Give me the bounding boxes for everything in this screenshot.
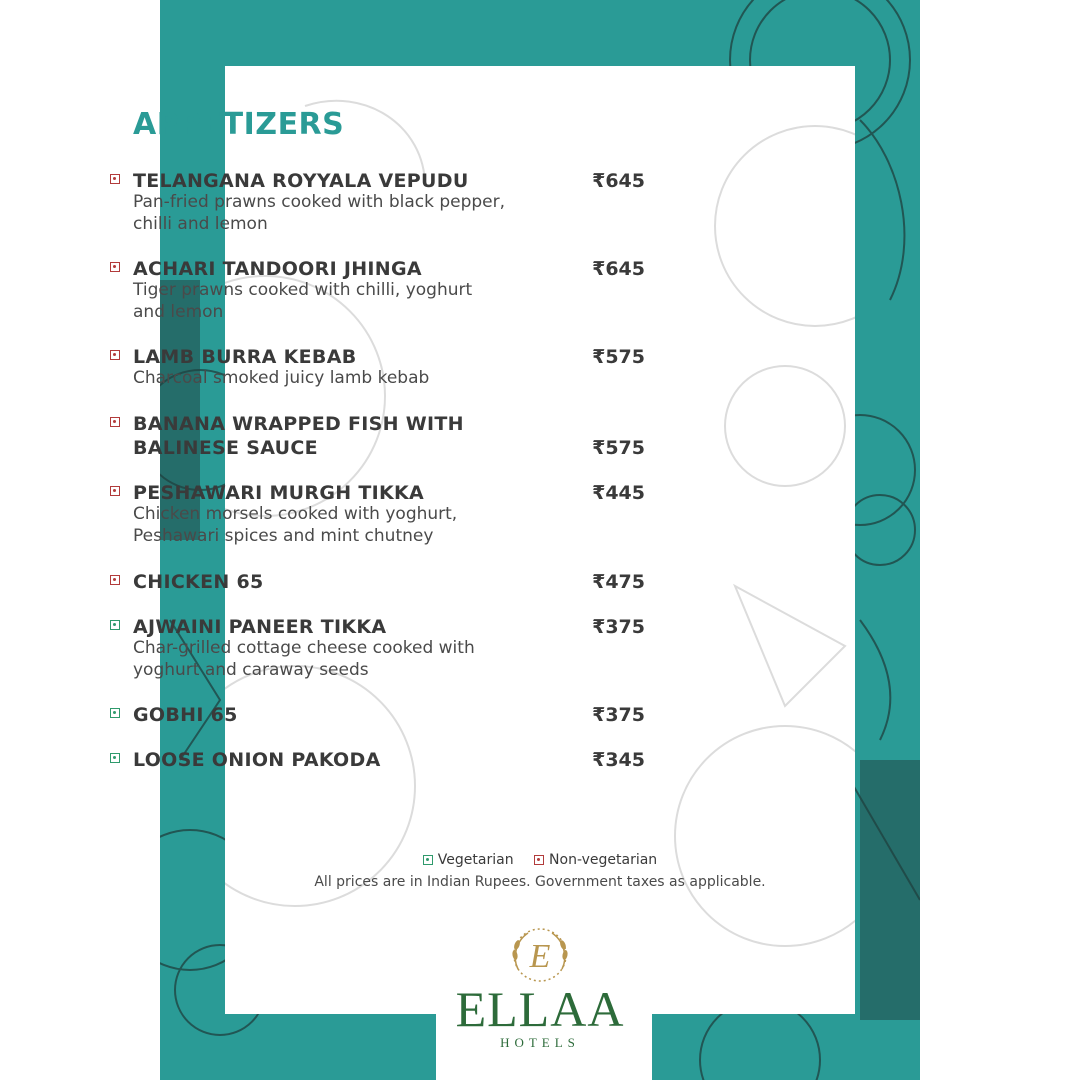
diet-legend xyxy=(0,852,1080,869)
non-veg-marker-icon xyxy=(110,262,120,272)
hotel-logo xyxy=(440,925,640,1055)
item-price: ₹645 xyxy=(592,170,645,192)
item-description: Chicken morsels cooked with yoghurt, xyxy=(133,504,458,524)
non-veg-marker-icon xyxy=(110,350,120,360)
non-veg-marker-icon xyxy=(110,174,120,184)
item-name: LOOSE ONION PAKODA xyxy=(133,749,381,771)
item-description: chilli and lemon xyxy=(133,214,268,234)
item-description: Charcoal smoked juicy lamb kebab xyxy=(133,368,430,388)
legend-vegetarian xyxy=(423,852,514,868)
section-heading: APPETIZERS xyxy=(133,107,345,142)
veg-marker-icon xyxy=(423,855,433,865)
item-description: Char-grilled cottage cheese cooked with xyxy=(133,638,475,658)
item-description: Tiger prawns cooked with chilli, yoghurt xyxy=(133,280,473,300)
item-price: ₹575 xyxy=(592,346,645,368)
item-price: ₹375 xyxy=(592,616,645,638)
legend-non-vegetarian xyxy=(534,852,657,868)
legend-non-vegetarian-label: Non-vegetarian xyxy=(549,852,658,868)
item-price: ₹575 xyxy=(592,437,645,459)
veg-marker-icon xyxy=(110,708,120,718)
item-name: TELANGANA ROYYALA VEPUDU xyxy=(133,170,469,192)
price-note: All prices are in Indian Rupees. Government taxes as applicable. xyxy=(314,874,766,890)
legend-vegetarian-label: Vegetarian xyxy=(437,852,514,868)
non-veg-marker-icon xyxy=(110,486,120,496)
non-veg-marker-icon xyxy=(534,855,544,865)
item-price: ₹645 xyxy=(592,258,645,280)
item-price: ₹445 xyxy=(592,482,645,504)
item-name: PESHAWARI MURGH TIKKA xyxy=(133,482,425,504)
non-veg-marker-icon xyxy=(110,575,120,585)
item-name: BANANA WRAPPED FISH WITH BALINESE SAUCE xyxy=(133,413,464,459)
veg-marker-icon xyxy=(110,620,120,630)
laurel-monogram-icon xyxy=(502,925,578,987)
non-veg-marker-icon xyxy=(110,417,120,427)
item-description: and lemon xyxy=(133,302,224,322)
item-name: GOBHI 65 xyxy=(133,704,238,726)
item-price: ₹345 xyxy=(592,749,645,771)
item-description: yoghurt and caraway seeds xyxy=(133,660,369,680)
monogram-letter: E xyxy=(529,938,551,975)
item-name: CHICKEN 65 xyxy=(133,571,264,593)
veg-marker-icon xyxy=(110,753,120,763)
item-name: ACHARI TANDOORI JHINGA xyxy=(133,258,422,280)
item-description: Peshawari spices and mint chutney xyxy=(133,526,434,546)
item-name: LAMB BURRA KEBAB xyxy=(133,346,357,368)
item-description: Pan-fried prawns cooked with black pepper, xyxy=(133,192,506,212)
item-name: AJWAINI PANEER TIKKA xyxy=(133,616,387,638)
brand-subtitle: HOTELS xyxy=(500,1035,580,1050)
brand-name: ELLAA xyxy=(455,981,625,1037)
item-price: ₹475 xyxy=(592,571,645,593)
item-price: ₹375 xyxy=(592,704,645,726)
